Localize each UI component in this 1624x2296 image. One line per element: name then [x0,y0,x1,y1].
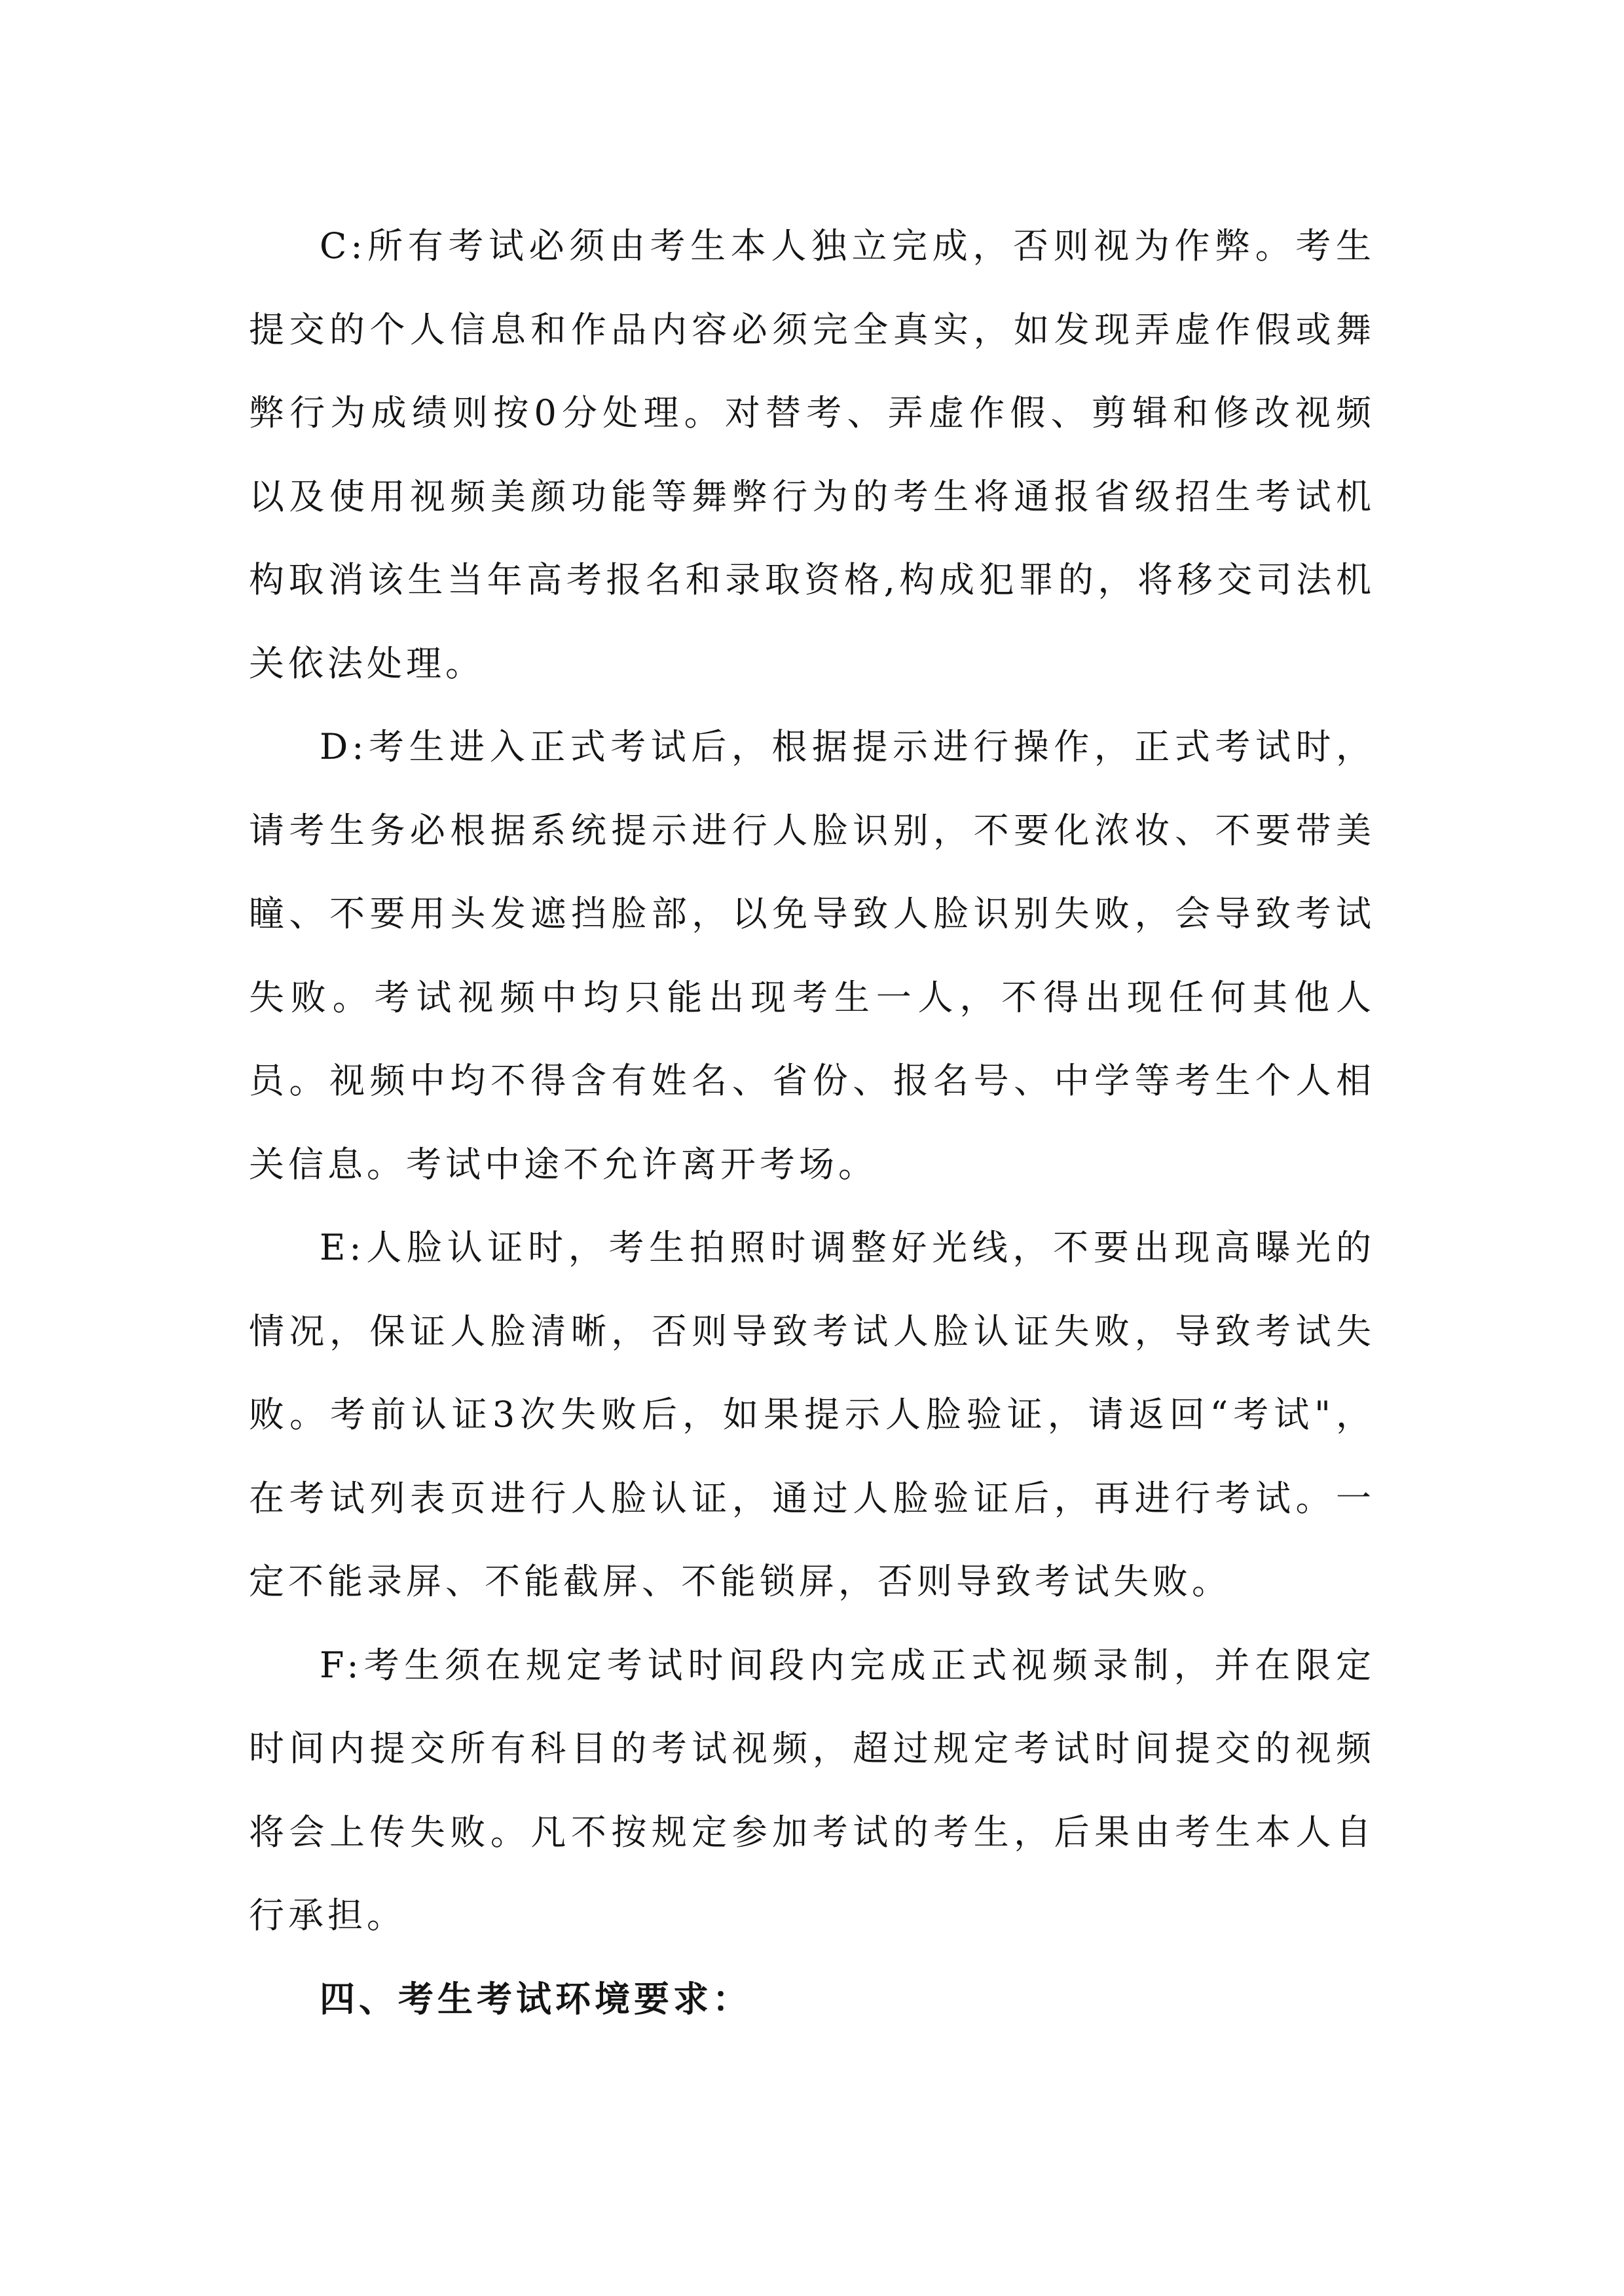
document-body [249,204,1375,2041]
paragraph-d-face-recognition: D:考生进入正式考试后，根据提示进行操作，正式考试时，请考生务必根据系统提示进行人脸识别，不要化浓妆、不要带美瞳、不要用头发遮挡脸部，以免导致人脸识别失败，会导致考试失败。考试视频中均只能出现考生一人，不得出现任何其他人员。视频中均不得含有姓名、省份、报名号、中学等考生个人相关信息。考试中途不允许离开考场。 [249,726,1375,1185]
section-heading-environment: 四、考生考试环境要求： [320,1978,752,2020]
paragraph-e-face-authentication: E:人脸认证时，考生拍照时调整好光线，不要出现高曝光的情况，保证人脸清晰，否则导致考试人脸认证失败，导致考试失败。考前认证3次失败后，如果提示人脸验证，请返回“考试"，在考试列表页进行人脸认证，通过人脸验证后，再进行考试。一定不能录屏、不能截屏、不能锁屏，否则导致考试失败。 [249,1227,1375,1602]
paragraph-c-exam-integrity: C:所有考试必须由考生本人独立完成，否则视为作弊。考生提交的个人信息和作品内容必须完全真实，如发现弄虚作假或舞弊行为成绩则按0分处理。对替考、弄虚作假、剪辑和修改视频以及使用视频美颜功能等舞弊行为的考生将通报省级招生考试机构取消该生当年高考报名和录取资格,构成犯罪的，将移交司法机关依法处理。 [249,225,1375,684]
paragraph-f-submission-deadline: F:考生须在规定考试时间段内完成正式视频录制，并在限定时间内提交所有科目的考试视频，超过规定考试时间提交的视频将会上传失败。凡不按规定参加考试的考生，后果由考生本人自行承担。 [249,1644,1375,1936]
